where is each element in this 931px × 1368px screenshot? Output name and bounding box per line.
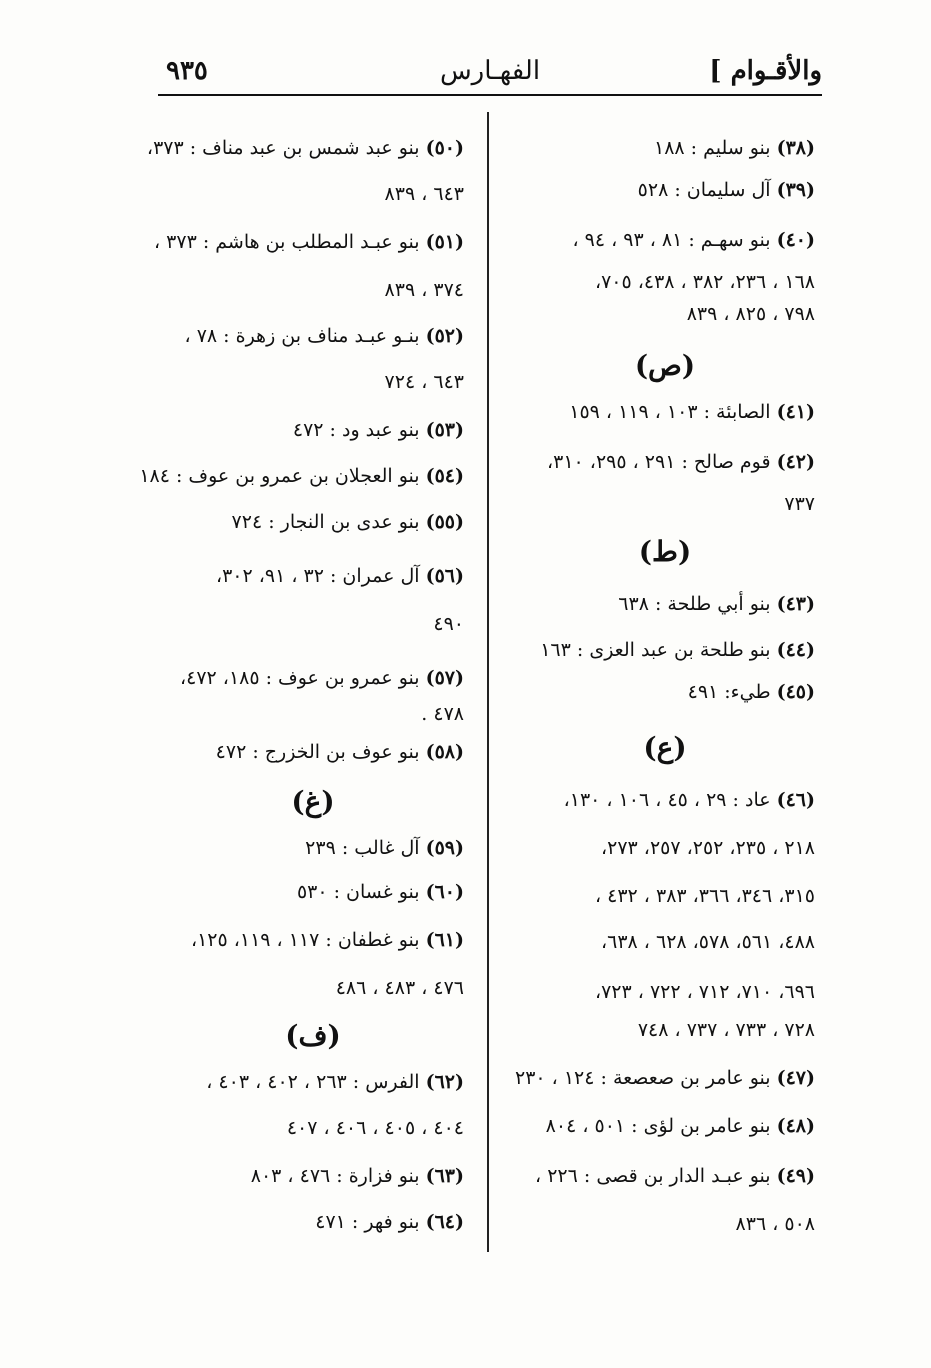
- entry-line: [535, 1165, 815, 1187]
- entry-line: [421, 703, 464, 725]
- entry-text: ٦٤٣ ، ٨٣٩: [384, 183, 464, 205]
- entry-text: ٦٤٣ ، ٧٢٤: [384, 371, 464, 393]
- entry-text: بنـو عبـد مناف بن زهرة : ٧٨ ،: [184, 325, 420, 347]
- section-title: والأقـوام ]: [709, 56, 822, 86]
- entry-line: [569, 401, 815, 423]
- entry-number: (٦٣): [425, 1165, 464, 1187]
- entry-line: [595, 981, 815, 1003]
- entry-number: (٥٢): [425, 325, 464, 347]
- entry-number: (٤٥): [776, 681, 815, 703]
- entry-number: (٤٠): [776, 229, 815, 251]
- entry-text: ٣٧٤ ، ٨٣٩: [384, 279, 464, 301]
- entry-text: ٢١٨ ، ٢٣٥، ٢٥٢، ٢٥٧، ٢٧٣،: [601, 837, 815, 859]
- column-divider: [487, 112, 489, 1252]
- page-header: [158, 48, 822, 96]
- entry-number: (٤٨): [776, 1115, 815, 1137]
- entry-line: [287, 1117, 464, 1139]
- entry-line: [180, 667, 464, 689]
- entry-text: بنو غطفان : ١١٧ ، ١١٩، ١٢٥،: [190, 929, 420, 951]
- entry-number: (٤٦): [776, 789, 815, 811]
- entry-text: ٣١٥، ٣٤٦، ٣٦٦، ٣٨٣ ، ٤٣٢ ،: [594, 885, 815, 907]
- section-letter: (ط): [638, 535, 692, 568]
- section-letter: (ع): [643, 731, 687, 764]
- entry-line: [139, 465, 464, 487]
- entry-number: (٦٤): [425, 1211, 464, 1233]
- entry-line: [305, 837, 464, 859]
- entry-text: آل عمران : ٣٢ ، ٩١، ٣٠٢،: [215, 565, 420, 587]
- entry-line: [736, 1213, 815, 1235]
- entry-text: ٤٩٠: [433, 613, 464, 635]
- section-letter: (ص): [634, 349, 696, 382]
- entry-text: ٤٠٤ ، ٤٠٥ ، ٤٠٦ ، ٤٠٧: [286, 1117, 464, 1139]
- entry-number: (٥٦): [425, 565, 464, 587]
- entry-number: (٤٢): [776, 451, 815, 473]
- entry-text: قوم صالح : ٢٩١ ، ٢٩٥، ٣١٠،: [547, 451, 771, 473]
- entry-number: (٤١): [776, 401, 815, 423]
- entry-text: بنو عبد شمس بن عبد مناف : ٣٧٣،: [146, 137, 420, 159]
- entry-line: [185, 325, 464, 347]
- entry-line: [433, 613, 464, 635]
- entry-text: ٧٩٨ ، ٨٢٥ ، ٨٣٩: [686, 303, 815, 325]
- entry-number: (٦١): [425, 929, 464, 951]
- entry-line: [336, 977, 464, 999]
- entry-text: الفرس : ٢٦٣ ، ٤٠٢ ، ٤٠٣ ،: [206, 1071, 420, 1093]
- entry-text: طيء: ٤٩١: [687, 681, 771, 703]
- entry-text: بنو العجلان بن عمرو بن عوف : ١٨٤: [139, 465, 420, 487]
- entry-number: (٥١): [425, 231, 464, 253]
- entry-number: (٦٢): [425, 1071, 464, 1093]
- entry-text: ٧٢٨ ، ٧٣٣ ، ٧٣٧ ، ٧٤٨: [637, 1019, 815, 1041]
- entry-number: (٣٨): [776, 137, 815, 159]
- entry-text: بنو طلحة بن عبد العزى : ١٦٣: [540, 639, 771, 661]
- entry-line: [654, 137, 815, 159]
- entry-text: بنو أبي طلحة : ٦٣٨: [618, 593, 771, 615]
- section-letter: (غ): [291, 785, 335, 818]
- entry-line: [251, 1165, 464, 1187]
- entry-line: [688, 681, 815, 703]
- entry-text: بنو عامر بن لؤى : ٥٠١ ، ٨٠٤: [545, 1115, 771, 1137]
- entry-line: [191, 929, 464, 951]
- entry-text: ٤٨٨، ٥٦١، ٥٧٨، ٦٢٨ ، ٦٣٨،: [601, 931, 815, 953]
- entry-number: (٥٤): [425, 465, 464, 487]
- entry-line: [601, 931, 815, 953]
- entry-text: بنو غسان : ٥٣٠: [296, 881, 420, 903]
- entry-line: [540, 639, 815, 661]
- entry-text: ١٦٨ ، ٢٣٦، ٣٨٢ ، ٤٣٨، ٧٠٥،: [594, 271, 815, 293]
- entry-text: بنو عمرو بن عوف : ١٨٥، ٤٧٢،: [180, 667, 420, 689]
- index-title: الفهـارس: [439, 56, 541, 86]
- entry-text: بنو فزارة : ٤٧٦ ، ٨٠٣: [250, 1165, 420, 1187]
- entry-line: [564, 789, 815, 811]
- entry-line: [601, 837, 815, 859]
- entry-number: (٣٩): [776, 179, 815, 201]
- entry-text: آل سليمان : ٥٢٨: [637, 179, 771, 201]
- entry-line: [297, 881, 464, 903]
- entry-text: ٦٩٦، ٧١٠، ٧١٢ ، ٧٢٢ ، ٧٢٣،: [594, 981, 815, 1003]
- entry-number: (٥٨): [425, 741, 464, 763]
- entry-text: ٧٣٧: [784, 493, 815, 515]
- entry-number: (٦٠): [425, 881, 464, 903]
- page-number: ٩٣٥: [166, 56, 208, 86]
- entry-text: ٤٧٦ ، ٤٨٣ ، ٤٨٦: [335, 977, 464, 999]
- entry-line: [206, 1071, 464, 1093]
- entry-line: [293, 419, 464, 441]
- entry-text: عاد : ٢٩ ، ٤٥ ، ١٠٦ ، ١٣٠،: [563, 789, 771, 811]
- entry-number: (٥٩): [425, 837, 464, 859]
- entry-text: آل غالب : ٢٣٩: [305, 837, 420, 859]
- entry-line: [154, 231, 464, 253]
- entry-line: [638, 179, 815, 201]
- entry-number: (٤٣): [776, 593, 815, 615]
- entry-text: بنو سليم : ١٨٨: [654, 137, 771, 159]
- entry-line: [572, 229, 815, 251]
- entry-number: (٤٩): [776, 1165, 815, 1187]
- entry-text: بنو فهر : ٤٧١: [315, 1211, 420, 1233]
- entry-line: [595, 885, 815, 907]
- entry-number: (٤٧): [776, 1067, 815, 1089]
- entry-text: بنو سهـم : ٨١ ، ٩٣ ، ٩٤ ،: [572, 229, 771, 251]
- entry-line: [547, 451, 815, 473]
- entry-text: ٤٧٨ .: [421, 703, 464, 725]
- entry-text: بنو عدى بن النجار : ٧٢٤: [231, 511, 420, 533]
- entry-number: (٥٣): [425, 419, 464, 441]
- entry-line: [216, 565, 464, 587]
- entry-line: [515, 1067, 815, 1089]
- entry-line: [784, 493, 815, 515]
- entry-text: بنو عبـد الدار بن قصى : ٢٢٦ ،: [535, 1165, 771, 1187]
- entry-line: [385, 183, 464, 205]
- entry-line: [595, 271, 815, 293]
- entry-number: (٥٥): [425, 511, 464, 533]
- entry-text: ٥٠٨ ، ٨٣٦: [735, 1213, 815, 1235]
- entry-line: [546, 1115, 815, 1137]
- entry-line: [216, 741, 464, 763]
- entry-text: بنو عامر بن صعصعة : ١٢٤ ، ٢٣٠: [515, 1067, 771, 1089]
- entry-line: [385, 279, 464, 301]
- entry-line: [385, 371, 464, 393]
- entry-number: (٥٧): [425, 667, 464, 689]
- entry-number: (٤٤): [776, 639, 815, 661]
- entry-number: (٥٠): [425, 137, 464, 159]
- entry-line: [147, 137, 464, 159]
- entry-text: بنو عبد ود : ٤٧٢: [292, 419, 420, 441]
- entry-line: [315, 1211, 464, 1233]
- entry-text: الصابئة : ١٠٣ ، ١١٩ ، ١٥٩: [569, 401, 771, 423]
- entry-text: بنو عبـد المطلب بن هاشم : ٣٧٣ ،: [153, 231, 420, 253]
- entry-text: بنو عوف بن الخزرج : ٤٧٢: [215, 741, 420, 763]
- section-letter: (ف): [285, 1019, 341, 1052]
- entry-line: [638, 1019, 815, 1041]
- entry-line: [232, 511, 464, 533]
- entry-line: [687, 303, 815, 325]
- entry-line: [618, 593, 815, 615]
